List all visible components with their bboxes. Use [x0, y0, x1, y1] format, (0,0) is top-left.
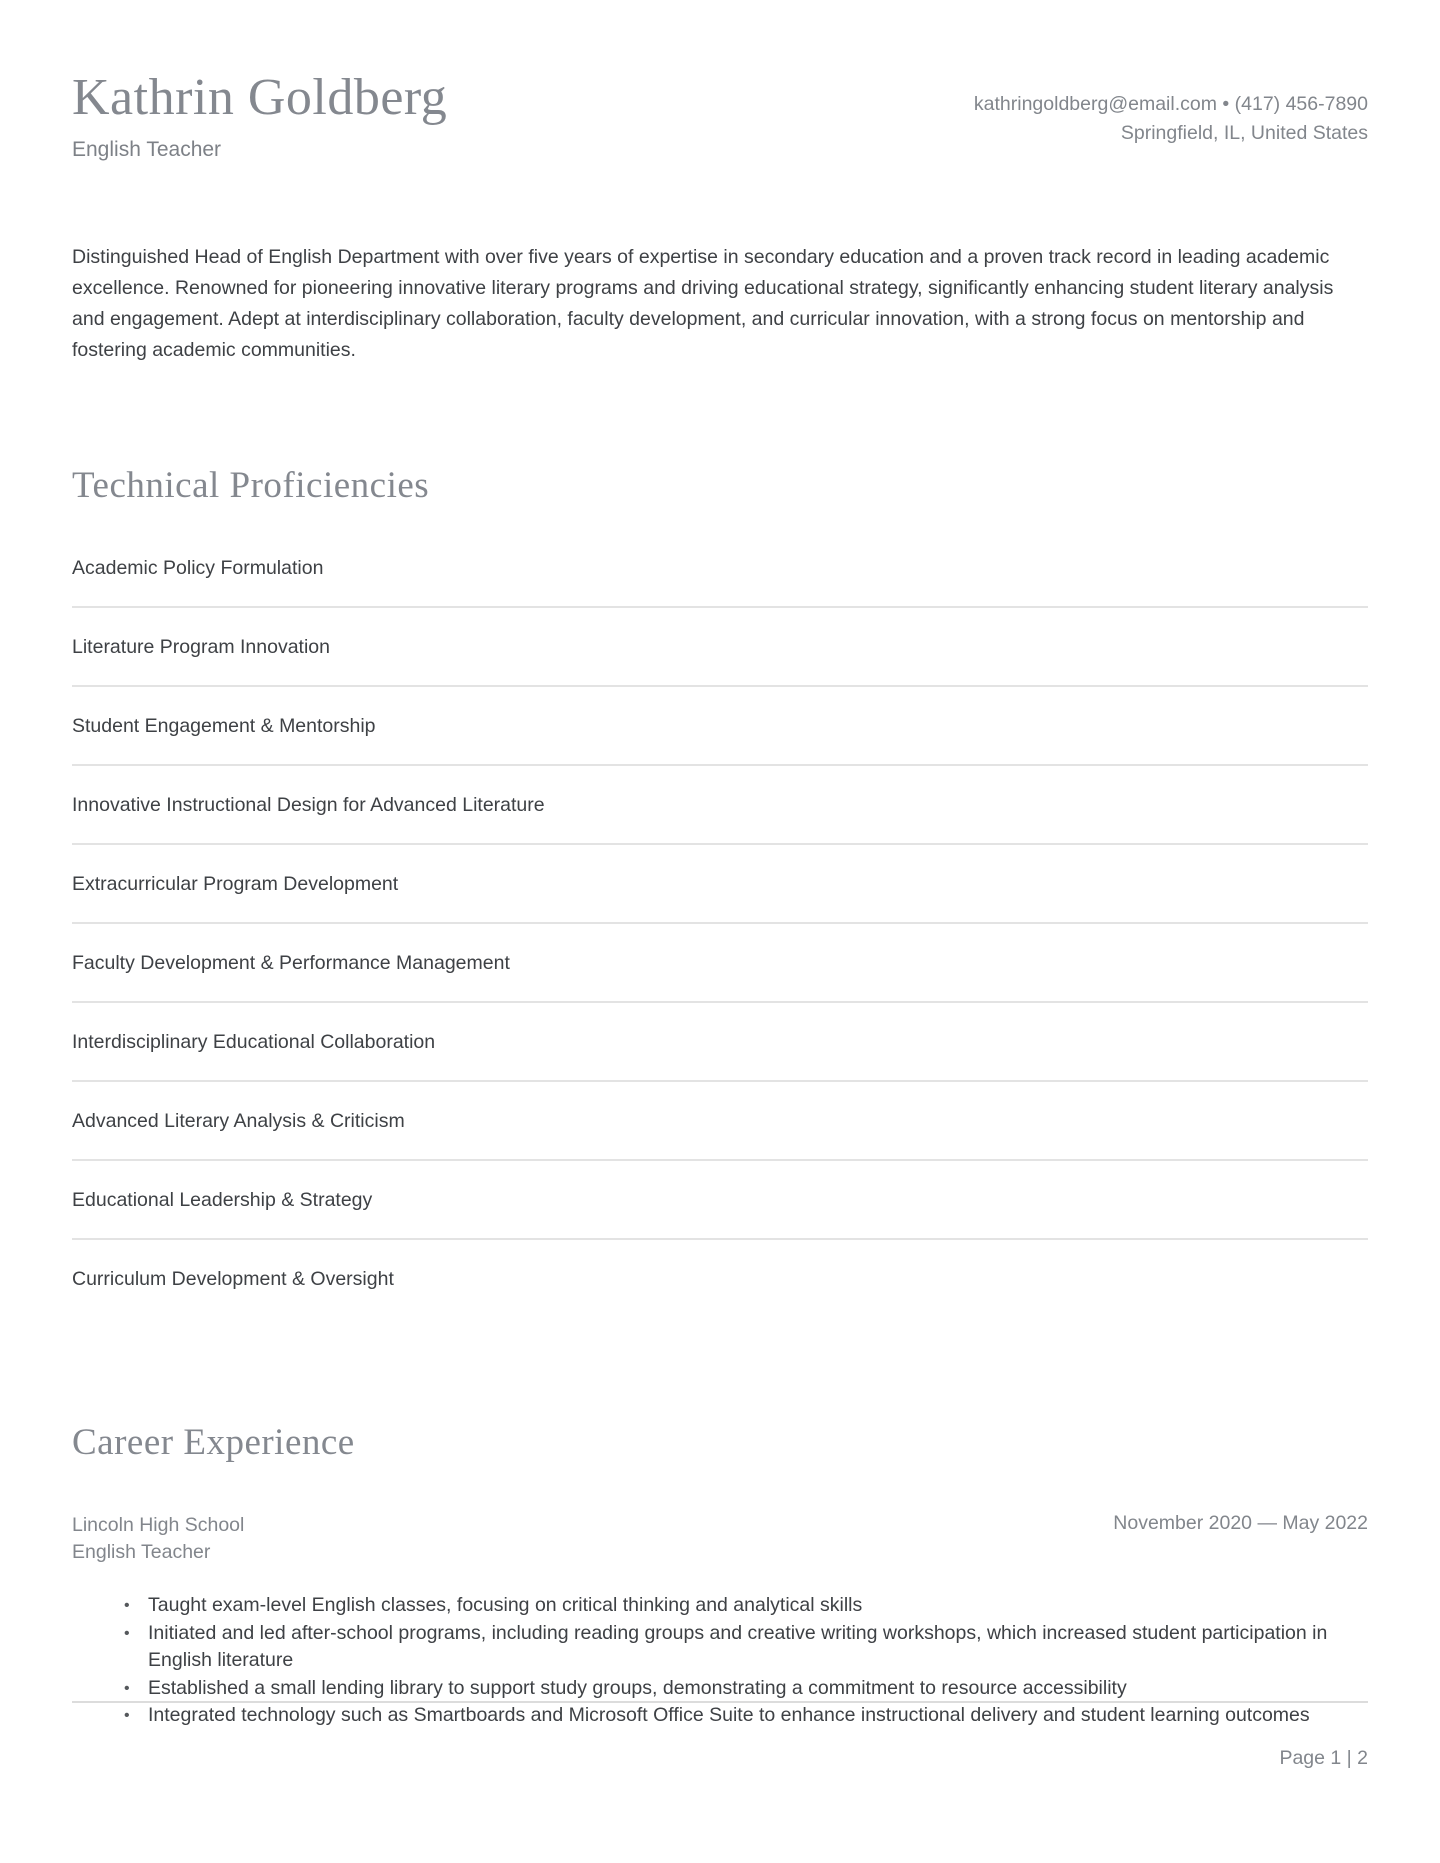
- person-job-title: English Teacher: [72, 138, 222, 161]
- job-bullet: • Established a small lending library to support study groups, demonstrating a commitment to resource accessibility: [124, 1675, 1354, 1703]
- skill-item: [72, 1003, 1368, 1082]
- job-company: Lincoln High School: [72, 1514, 245, 1536]
- job-bullet: • Integrated technology such as Smartboards and Microsoft Office Suite to enhance instructional delivery and student learning outcomes: [124, 1702, 1354, 1730]
- resume-header: [72, 68, 1368, 162]
- person-name: Kathrin Goldberg: [72, 69, 448, 126]
- skill-label: Interdisciplinary Educational Collaboration: [72, 1031, 436, 1053]
- job-org-block: [72, 1512, 244, 1566]
- skill-item: [72, 1082, 1368, 1161]
- skill-item: [72, 766, 1368, 845]
- page-footer: [72, 1701, 1368, 1770]
- job-bullet: • Initiated and led after-school programs, including reading groups and creative writing workshops, which increased student participation in English literature: [124, 1620, 1354, 1675]
- skill-item: [72, 1161, 1368, 1240]
- skill-label: Student Engagement & Mentorship: [72, 715, 376, 737]
- contact-location: Springfield, IL, United States: [1120, 122, 1368, 144]
- section-title-career-experience: Career Experience: [72, 1422, 355, 1463]
- skill-item: [72, 529, 1368, 608]
- skill-item: [72, 687, 1368, 766]
- skill-label: Advanced Literary Analysis & Criticism: [72, 1110, 405, 1132]
- skill-item: [72, 608, 1368, 687]
- skill-label: Curriculum Development & Oversight: [72, 1268, 394, 1290]
- skill-label: Educational Leadership & Strategy: [72, 1189, 373, 1211]
- skill-label: Faculty Development & Performance Management: [72, 952, 510, 974]
- skill-item: [72, 924, 1368, 1003]
- contact-email-phone: kathringoldberg@email.com • (417) 456-7890: [973, 93, 1368, 115]
- contact-block: [974, 90, 1368, 148]
- skill-label: Literature Program Innovation: [72, 636, 330, 658]
- page-number-label: Page 1 | 2: [1279, 1747, 1368, 1769]
- job-header: [72, 1512, 1368, 1566]
- skill-label: Innovative Instructional Design for Advanced Literature: [72, 794, 545, 816]
- summary-paragraph: Distinguished Head of English Department with over five years of expertise in secondary education and a proven track record in leading academic excellence. Renowned for pioneering innovative literary programs and driving educational strategy, significantly enhancing student literary analysis and engagement. Adept at interdisciplinary collaboration, faculty development, and curricular innovation, with a strong focus on mentorship and fostering academic communities.: [72, 246, 1334, 361]
- identity-block: [72, 68, 447, 162]
- section-title-technical-proficiencies: Technical Proficiencies: [72, 465, 430, 506]
- skill-label: Extracurricular Program Development: [72, 873, 399, 895]
- job-dates: November 2020 — May 2022: [1113, 1512, 1368, 1534]
- skills-list: [72, 529, 1368, 1317]
- skill-item: [72, 845, 1368, 924]
- skill-label: Academic Policy Formulation: [72, 557, 324, 579]
- job-bullet: • Taught exam-level English classes, focusing on critical thinking and analytical skills: [124, 1592, 1354, 1620]
- job-role: English Teacher: [72, 1541, 211, 1563]
- skill-item: [72, 1240, 1368, 1317]
